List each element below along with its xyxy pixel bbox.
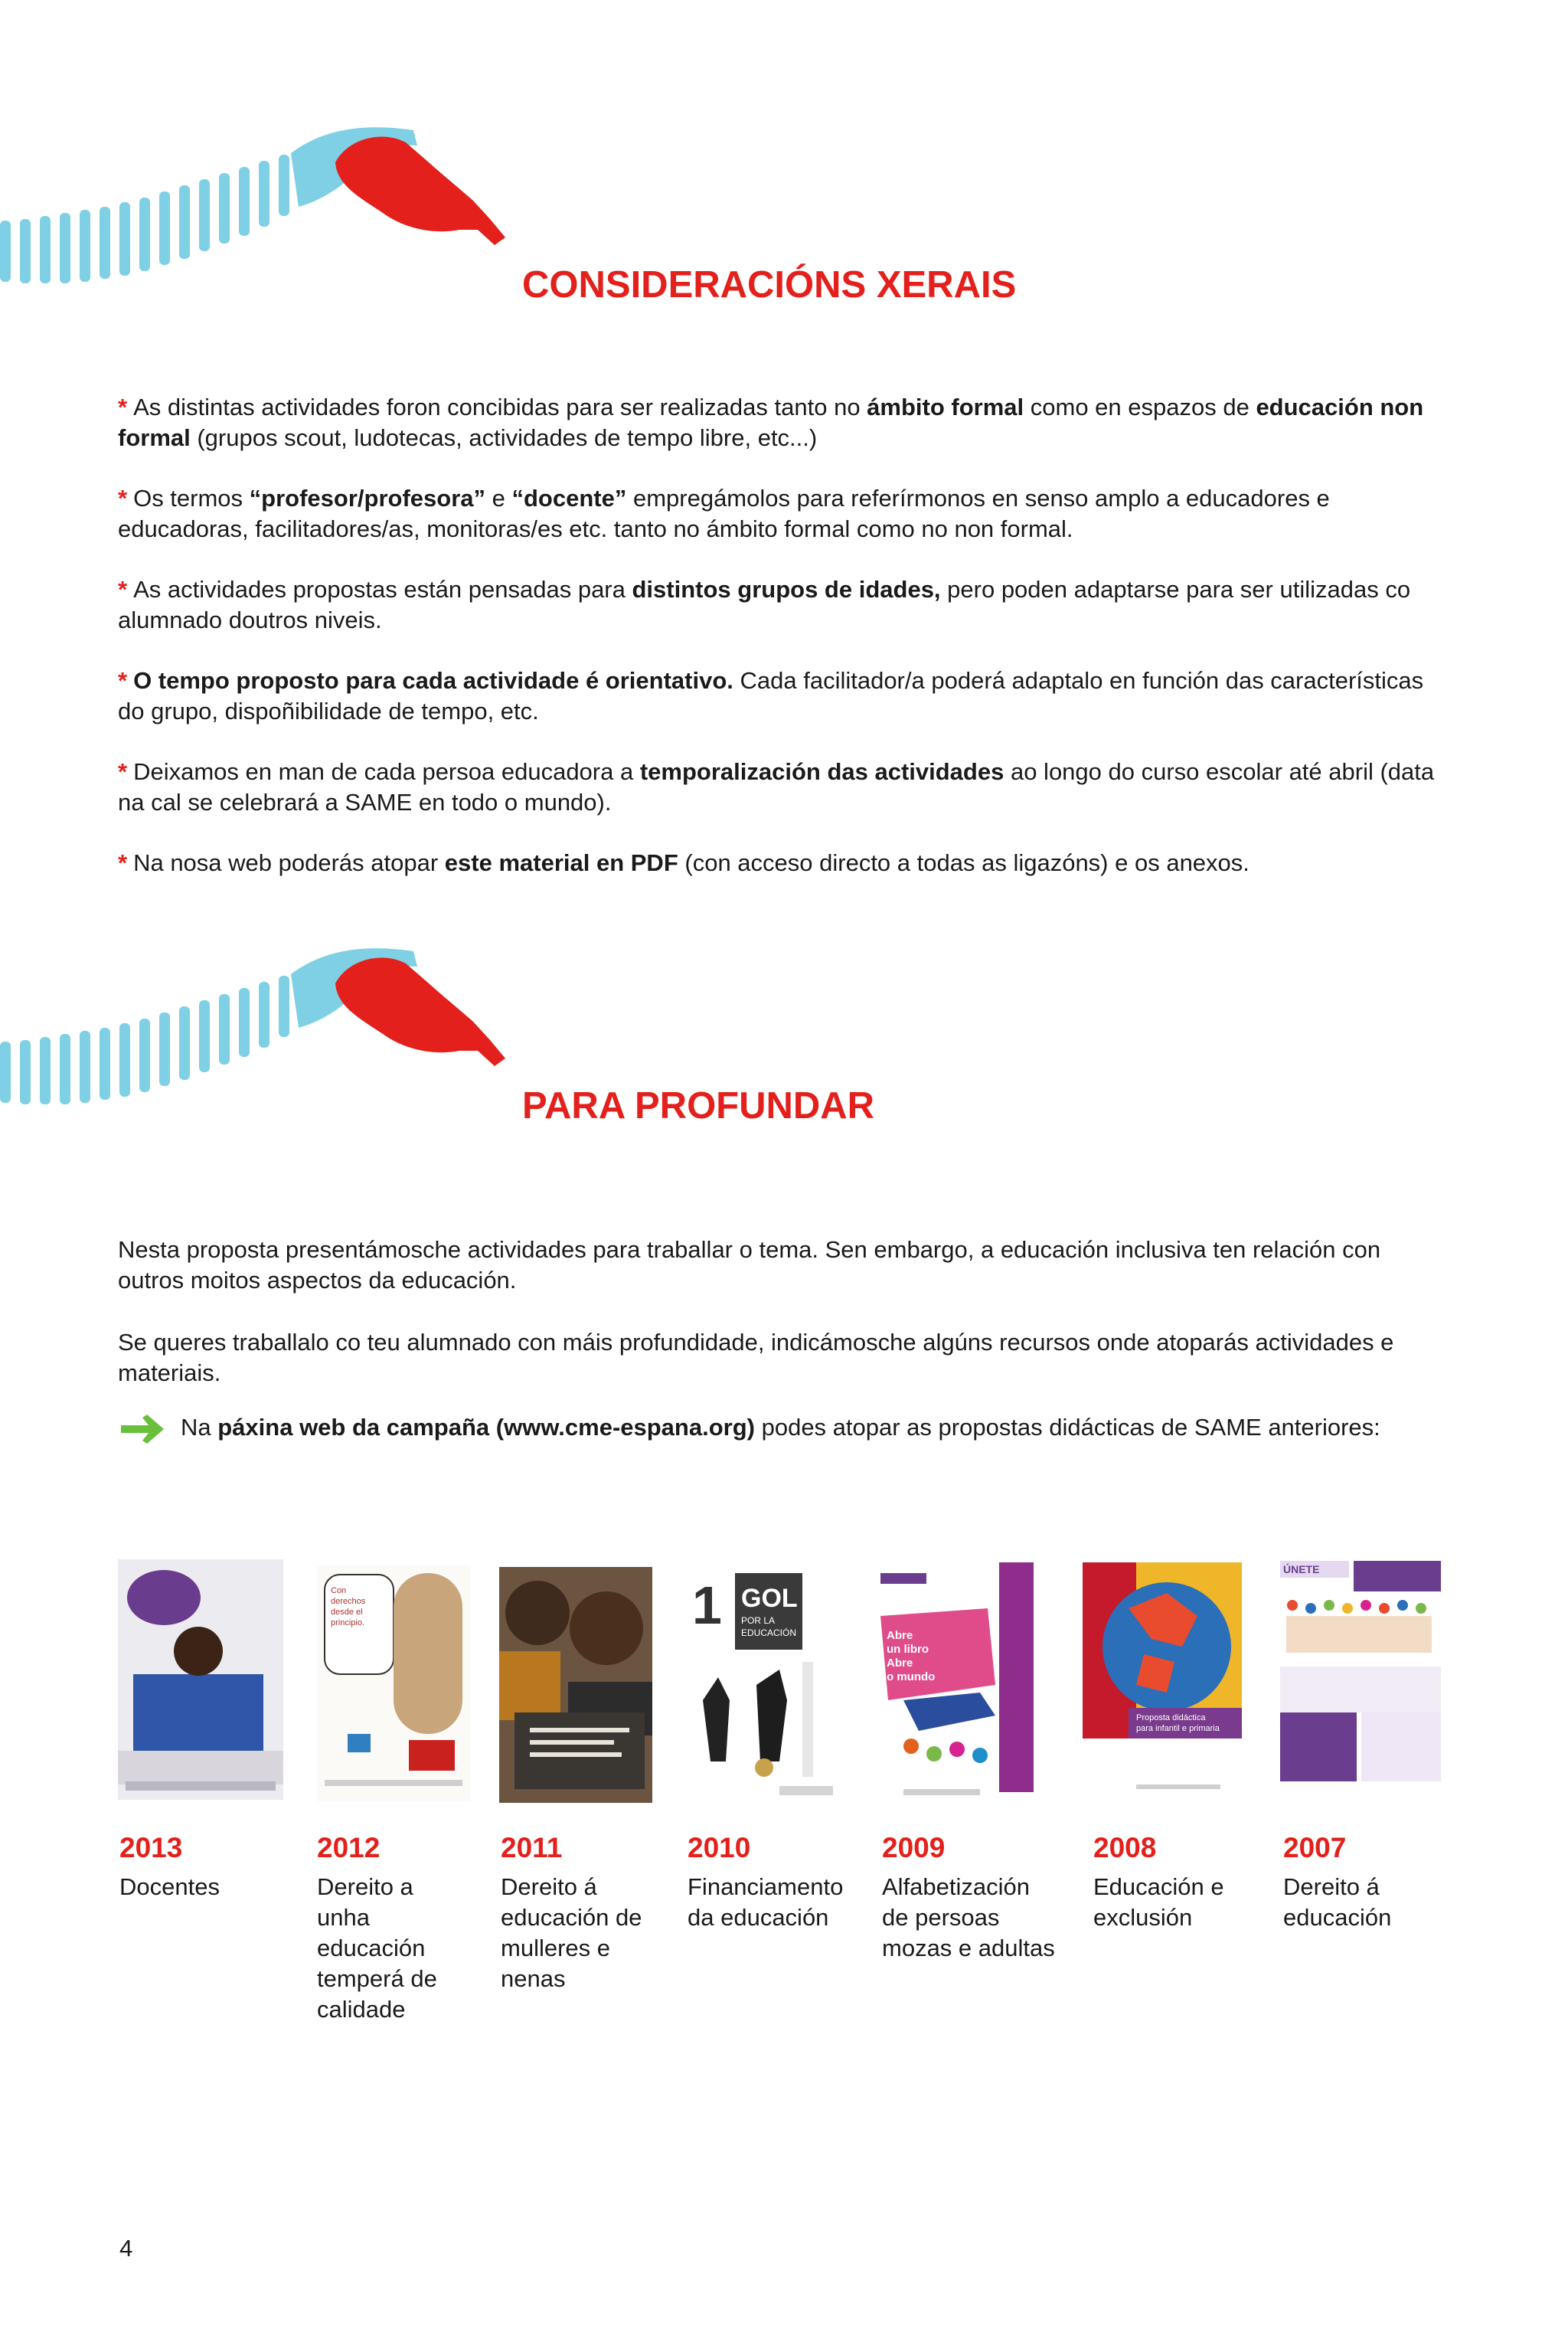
campaign-cover-2010[interactable]: [688, 1562, 841, 1803]
campaign-year-2011: 2011: [501, 1832, 563, 1863]
campaign-label-2011: Dereito á educación de mulleres e nenas: [501, 1873, 642, 1992]
text-run: As actividades propostas están pensadas para: [133, 576, 632, 603]
svg-text:ÚNETE: ÚNETE: [1283, 1563, 1320, 1575]
asterisk-bullet-icon: *: [118, 485, 128, 512]
cover-illustration: [880, 1562, 1034, 1803]
bold-text: “profesor/profesora”: [249, 485, 486, 512]
bold-text: este material en PDF: [444, 849, 678, 876]
cover-illustration: [1280, 1559, 1441, 1795]
cover-illustration: [118, 1559, 283, 1800]
svg-text:para infantil e primaria: para infantil e primaria: [1136, 1724, 1220, 1733]
considerations-list: [118, 392, 1435, 908]
section-title-deeper: PARA PROFUNDAR: [522, 1085, 875, 1127]
glue-bottle-hand-illustration: [0, 936, 521, 1158]
svg-text:Proposta didáctica: Proposta didáctica: [1136, 1713, 1206, 1722]
text-run: Deixamos en man de cada persoa educadora a: [133, 758, 640, 785]
text-run: como en espazos de: [1024, 394, 1256, 420]
svg-text:Abre: Abre: [887, 1657, 913, 1670]
bold-text: ámbito formal: [867, 394, 1024, 420]
cover-illustration: [688, 1562, 841, 1803]
svg-text:1: 1: [692, 1575, 722, 1635]
text-run: pero poden adaptarse para ser utilizadas co alumnado doutros niveis.: [118, 576, 1411, 633]
text-run: (grupos scout, ludotecas, actividades de tempo libre, etc...): [190, 424, 818, 451]
text-run: empregámolos para referírmonos en senso amplo a educadores e educadoras, facilitadores/as, monitoras/es etc. tanto no ámbito formal como no non formal.: [118, 485, 1330, 542]
campaign-year-2013: 2013: [119, 1832, 183, 1863]
cover-illustration: [499, 1567, 652, 1803]
consideration-item: [118, 666, 1435, 727]
svg-text:derechos: derechos: [331, 1597, 366, 1606]
svg-text:GOL: GOL: [741, 1584, 798, 1613]
asterisk-bullet-icon: *: [118, 758, 128, 785]
resources-paragraph: Se queres traballalo co teu alumnado con máis profundidade, indicámosche algúns recursos onde atoparás actividades e materiais.: [118, 1329, 1394, 1386]
text-run: Cada facilitador/a poderá adaptalo en función das características do grupo, dispoñibilidade de tempo, etc.: [118, 667, 1424, 725]
consideration-item: [118, 848, 1435, 878]
page-number: 4: [119, 2235, 133, 2262]
campaign-label-2010: Financiamento da educación: [688, 1873, 844, 1931]
svg-text:desde el: desde el: [331, 1608, 363, 1617]
asterisk-bullet-icon: *: [118, 667, 128, 694]
bold-text: O tempo proposto para cada actividade é orientativo.: [133, 667, 733, 694]
consideration-item: [118, 574, 1435, 636]
campaign-label-2009: Alfabetización de persoas mozas e adultas: [882, 1873, 1055, 1961]
arrow-right-icon: [119, 1414, 167, 1444]
intro-paragraph: Nesta proposta presentámosche actividades para traballar o tema. Sen embargo, a educación inclusiva ten relación con outros moitos aspectos da educación.: [118, 1236, 1381, 1294]
consideration-item: [118, 757, 1435, 818]
campaign-web-note: [118, 1412, 1435, 1481]
cover-illustration: [317, 1565, 470, 1801]
campaign-cover-2013[interactable]: [118, 1559, 283, 1800]
campaign-year-2008: 2008: [1093, 1832, 1157, 1863]
svg-text:Con: Con: [331, 1586, 347, 1595]
text-run: podes atopar as propostas didácticas de SAME anteriores:: [754, 1414, 1380, 1441]
campaign-label-2008: Educación e exclusión: [1093, 1873, 1224, 1931]
text-run: Na: [181, 1414, 218, 1441]
bold-text: educación non formal: [118, 394, 1424, 451]
svg-text:un libro: un libro: [887, 1643, 929, 1656]
campaign-cover-2007[interactable]: [1280, 1559, 1441, 1795]
text-run: e: [485, 485, 512, 512]
cover-illustration: [1083, 1562, 1242, 1798]
campaign-web-text: [181, 1412, 1429, 1443]
campaign-year-2007: 2007: [1283, 1832, 1347, 1863]
campaign-year-2009: 2009: [882, 1832, 946, 1863]
campaign-year-2012: 2012: [317, 1832, 381, 1863]
bold-text: temporalización das actividades: [639, 758, 1004, 785]
campaign-label-2013: Docentes: [119, 1873, 220, 1900]
bold-text: “docente”: [511, 485, 627, 512]
bold-text: páxina web da campaña (www.cme-espana.org): [217, 1414, 755, 1441]
campaign-cover-2008[interactable]: [1083, 1562, 1242, 1798]
svg-text:principio.: principio.: [331, 1618, 365, 1627]
svg-text:EDUCACIÓN: EDUCACIÓN: [741, 1627, 797, 1638]
svg-text:o mundo: o mundo: [887, 1670, 936, 1683]
consideration-item: [118, 392, 1435, 453]
campaign-year-2010: 2010: [688, 1832, 751, 1863]
consideration-item: [118, 483, 1435, 545]
text-run: As distintas actividades foron concibidas para ser realizadas tanto no: [133, 394, 867, 420]
text-run: (con acceso directo a todas as ligazóns) e os anexos.: [678, 849, 1250, 876]
text-run: ao longo do curso escolar até abril (data na cal se celebrará a SAME en todo o mundo).: [118, 758, 1435, 816]
bold-text: distintos grupos de idades,: [632, 576, 941, 603]
campaign-label-2012: Dereito a unha educación temperá de calidade: [317, 1873, 437, 2023]
campaign-cover-2009[interactable]: [880, 1562, 1034, 1803]
campaign-cover-2011[interactable]: [499, 1567, 652, 1803]
glue-bottle-hand-illustration: [0, 115, 521, 337]
section-title-general: CONSIDERACIÓNS XERAIS: [522, 264, 1017, 306]
svg-text:POR LA: POR LA: [741, 1615, 776, 1626]
campaign-cover-2012[interactable]: [317, 1565, 470, 1801]
asterisk-bullet-icon: *: [118, 576, 128, 603]
text-run: Os termos: [133, 485, 250, 512]
svg-text:Abre: Abre: [887, 1629, 913, 1642]
asterisk-bullet-icon: *: [118, 394, 128, 420]
asterisk-bullet-icon: *: [118, 849, 128, 876]
text-run: Na nosa web poderás atopar: [133, 849, 445, 876]
campaign-label-2007: Dereito á educación: [1283, 1873, 1392, 1931]
